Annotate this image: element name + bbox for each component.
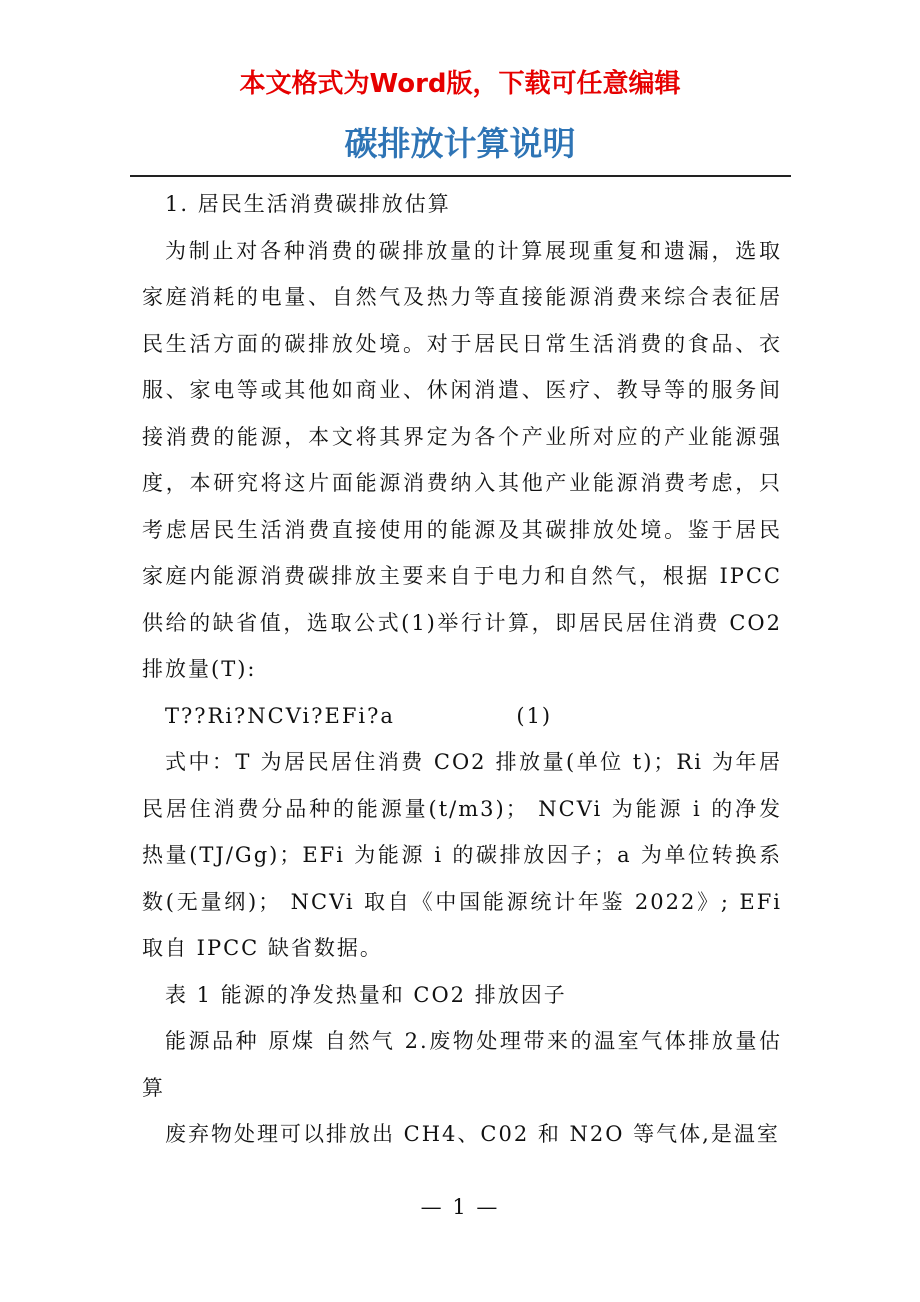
section-heading-1: 1. 居民生活消费碳排放估算 [165, 192, 451, 216]
table-caption: 表 1 能源的净发热量和 CO2 排放因子 [165, 982, 567, 1007]
body-paragraph-1: 为制止对各种消费的碳排放量的计算展现重复和遗漏，选取家庭消耗的电量、自然气及热力等直接能源消费来综合表征居民生活方面的碳排放处境。对于居民日常生活消费的食品、衣服、家电等或其他如商业、休闲消遣、医疗、教导等的服务间接消费的能源，本文将其界定为各个产业所对应的产业能源强度，本研究将这片面能源消费纳入其他产业能源消费考虑，只考虑居民生活消费直接使用的能源及其碳排放处境。鉴于居民家庭内能源消费碳排放主要来自于电力和自然气，根据 IPCC 供给的缺省值，选取公式(1)举行计算，即居民居住消费 CO2 排放量(T): [142, 238, 782, 681]
title-divider [130, 175, 791, 177]
table-row-and-section-heading-2: 能源品种 原煤 自然气 2.废物处理带来的温室气体排放量估算 [142, 1029, 782, 1100]
document-body [142, 181, 782, 1158]
download-notice-banner: 本文格式为Word版，下载可任意编辑 [239, 69, 681, 99]
formula-explanation: 式中：T 为居民居住消费 CO2 排放量(单位 t)；Ri 为年居民居住消费分品种的能源量(t/m3)； NCVi 为能源 i 的净发热量(TJ/Gg)；EFi 为能源 i 的碳排放因子；a 为单位转换系数(无量纲)； NCVi 取自《中国能源统计年鉴 2022》; EFi 取自 IPCC 缺省数据。 [142, 750, 782, 960]
formula-1: T??Ri?NCVi?EFi?a (1) [165, 703, 553, 728]
document-title: 碳排放计算说明 [344, 124, 576, 163]
body-paragraph-2: 废弃物处理可以排放出 CH4、C02 和 N2O 等气体,是温室 [165, 1122, 780, 1146]
page-number: — 1 — [420, 1195, 500, 1219]
